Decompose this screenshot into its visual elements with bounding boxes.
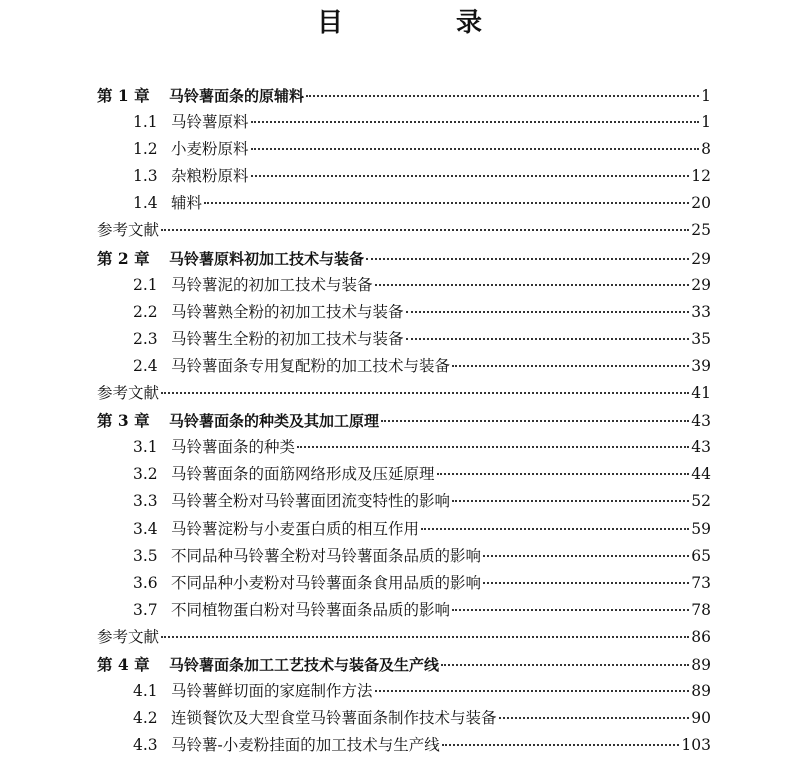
toc-page-number: 25	[691, 221, 711, 240]
toc-entry-title: 参考文献	[97, 221, 160, 240]
toc-entry-title: 连锁餐饮及大型食堂马铃薯面条制作技术与装备	[171, 709, 497, 728]
toc-section-entry[interactable]	[97, 353, 711, 380]
toc-entry-number: 4.1	[133, 682, 158, 701]
toc-section-entry[interactable]	[97, 163, 711, 190]
toc-entry-number: 3.3	[133, 492, 158, 511]
toc-section-entry[interactable]	[97, 543, 711, 570]
toc-entry-number: 4.3	[133, 736, 158, 755]
toc-page-number: 29	[691, 249, 711, 268]
dot-leader	[375, 690, 690, 692]
dot-leader	[161, 636, 689, 638]
toc-entry-number: 3.4	[133, 519, 158, 538]
toc-page-number: 29	[691, 275, 711, 294]
toc-entry-title: 马铃薯泥的初加工技术与装备	[171, 275, 373, 294]
toc-page-number: 43	[691, 438, 711, 457]
dot-leader	[452, 365, 689, 367]
toc-page-number: 41	[691, 384, 711, 403]
toc-entry-title: 不同品种马铃薯全粉对马铃薯面条品质的影响	[171, 546, 482, 565]
dot-leader	[251, 175, 690, 177]
toc-entry-number: 1.3	[133, 167, 158, 186]
toc-entry-title: 马铃薯熟全粉的初加工技术与装备	[171, 302, 404, 321]
toc-page-number: 33	[691, 302, 711, 321]
toc-entry-title: 马铃薯面条的原辅料	[169, 87, 305, 105]
toc-page-number: 86	[691, 627, 711, 646]
dot-leader	[483, 582, 689, 584]
toc-page-number: 59	[691, 519, 711, 538]
toc-entry-title: 不同品种小麦粉对马铃薯面条食用品质的影响	[171, 573, 482, 592]
toc-page-number: 65	[691, 546, 711, 565]
toc-entry-title: 辅料	[171, 194, 203, 213]
toc-page-number: 78	[691, 600, 711, 619]
toc-entry-title: 马铃薯面条的种类	[171, 438, 296, 457]
toc-references-entry[interactable]	[97, 624, 711, 651]
toc-chapter-entry[interactable]	[97, 407, 711, 434]
toc-entry-number: 2.2	[133, 302, 158, 321]
toc-entry-title: 杂粮粉原料	[171, 167, 249, 186]
toc-section-entry[interactable]	[97, 299, 711, 326]
toc-chapter-entry[interactable]	[97, 82, 711, 109]
page-title: 目 录	[316, 8, 535, 38]
toc-entry-title: 马铃薯生全粉的初加工技术与装备	[171, 329, 404, 348]
dot-leader	[297, 446, 689, 448]
toc-section-entry[interactable]	[97, 705, 711, 732]
toc-page-number: 89	[691, 682, 711, 701]
toc-section-entry[interactable]	[97, 488, 711, 515]
toc-entry-number: 1.4	[133, 194, 158, 213]
toc-entry-number: 第 4 章	[97, 654, 150, 674]
dot-leader	[483, 555, 689, 557]
toc-page-number: 43	[691, 412, 711, 431]
dot-leader	[452, 500, 689, 502]
toc-chapter-entry[interactable]	[97, 245, 711, 272]
toc-page-number: 20	[691, 194, 711, 213]
dot-leader	[442, 744, 680, 746]
toc-entry-number: 4.2	[133, 709, 158, 728]
dot-leader	[366, 258, 689, 260]
dot-leader	[499, 717, 690, 719]
toc-entry-number: 3.2	[133, 465, 158, 484]
toc-entry-title: 马铃薯面条专用复配粉的加工技术与装备	[171, 356, 451, 375]
toc-entry-title: 小麦粉原料	[171, 140, 249, 159]
dot-leader	[421, 528, 689, 530]
toc-entry-title: 参考文献	[97, 384, 160, 403]
toc-page-number: 12	[691, 167, 711, 186]
toc-entry-title: 马铃薯面条的种类及其加工原理	[169, 412, 380, 431]
table-of-contents	[97, 82, 711, 759]
toc-section-entry[interactable]	[97, 570, 711, 597]
toc-entry-number: 第 1 章	[97, 86, 150, 105]
dot-leader	[251, 121, 699, 123]
toc-section-entry[interactable]	[97, 136, 711, 163]
toc-section-entry[interactable]	[97, 597, 711, 624]
toc-section-entry[interactable]	[97, 678, 711, 705]
toc-references-entry[interactable]	[97, 217, 711, 244]
toc-chapter-entry[interactable]	[97, 651, 711, 678]
toc-entry-title: 马铃薯面条加工工艺技术与装备及生产线	[169, 655, 440, 674]
toc-section-entry[interactable]	[97, 109, 711, 136]
toc-page-number: 35	[691, 329, 711, 348]
toc-section-entry[interactable]	[97, 732, 711, 759]
dot-leader	[161, 229, 689, 231]
toc-entry-title: 马铃薯全粉对马铃薯面团流变特性的影响	[171, 492, 451, 511]
toc-page-number: 90	[691, 709, 711, 728]
toc-entry-title: 马铃薯淀粉与小麦蛋白质的相互作用	[171, 519, 420, 538]
toc-entry-title: 马铃薯鲜切面的家庭制作方法	[171, 682, 373, 701]
dot-leader	[406, 338, 690, 340]
toc-entry-title: 马铃薯面条的面筋网络形成及压延原理	[171, 465, 435, 484]
dot-leader	[406, 311, 690, 313]
toc-page-number: 1	[701, 113, 711, 132]
toc-entry-number: 2.1	[133, 275, 158, 294]
toc-page-number: 52	[691, 492, 711, 511]
toc-page-number: 44	[691, 465, 711, 484]
toc-entry-number: 3.7	[133, 600, 158, 619]
toc-references-entry[interactable]	[97, 380, 711, 407]
dot-leader	[251, 148, 699, 150]
toc-entry-number: 3.1	[133, 438, 158, 457]
toc-entry-number: 1.1	[133, 113, 158, 132]
dot-leader	[441, 664, 689, 666]
toc-entry-title: 马铃薯-小麦粉挂面的加工技术与生产线	[171, 736, 440, 755]
toc-entry-number: 第 2 章	[97, 248, 150, 268]
toc-page-number: 73	[691, 573, 711, 592]
toc-section-entry[interactable]	[97, 516, 711, 543]
toc-entry-title: 马铃薯原料	[171, 113, 249, 132]
toc-page-number: 89	[691, 655, 711, 674]
toc-entry-number: 3.6	[133, 573, 158, 592]
toc-entry-number: 第 3 章	[97, 411, 150, 431]
dot-leader	[375, 284, 690, 286]
toc-entry-title: 参考文献	[97, 627, 160, 646]
toc-section-entry[interactable]	[97, 461, 711, 488]
dot-leader	[452, 609, 689, 611]
toc-page-number: 1	[701, 87, 711, 105]
toc-entry-number: 1.2	[133, 140, 158, 159]
toc-entry-title: 马铃薯原料初加工技术与装备	[169, 249, 365, 268]
toc-entry-number: 2.4	[133, 356, 158, 375]
toc-section-entry[interactable]	[97, 272, 711, 299]
toc-section-entry[interactable]	[97, 326, 711, 353]
dot-leader	[381, 420, 689, 422]
toc-page-number: 103	[681, 736, 711, 755]
dot-leader	[204, 202, 689, 204]
toc-section-entry[interactable]	[97, 434, 711, 461]
dot-leader	[306, 95, 699, 97]
toc-page-number: 39	[691, 356, 711, 375]
toc-page-number: 8	[701, 140, 711, 159]
toc-entry-number: 2.3	[133, 329, 158, 348]
dot-leader	[161, 392, 689, 394]
dot-leader	[437, 473, 690, 475]
toc-entry-title: 不同植物蛋白粉对马铃薯面条品质的影响	[171, 600, 451, 619]
toc-section-entry[interactable]	[97, 190, 711, 217]
toc-entry-number: 3.5	[133, 546, 158, 565]
